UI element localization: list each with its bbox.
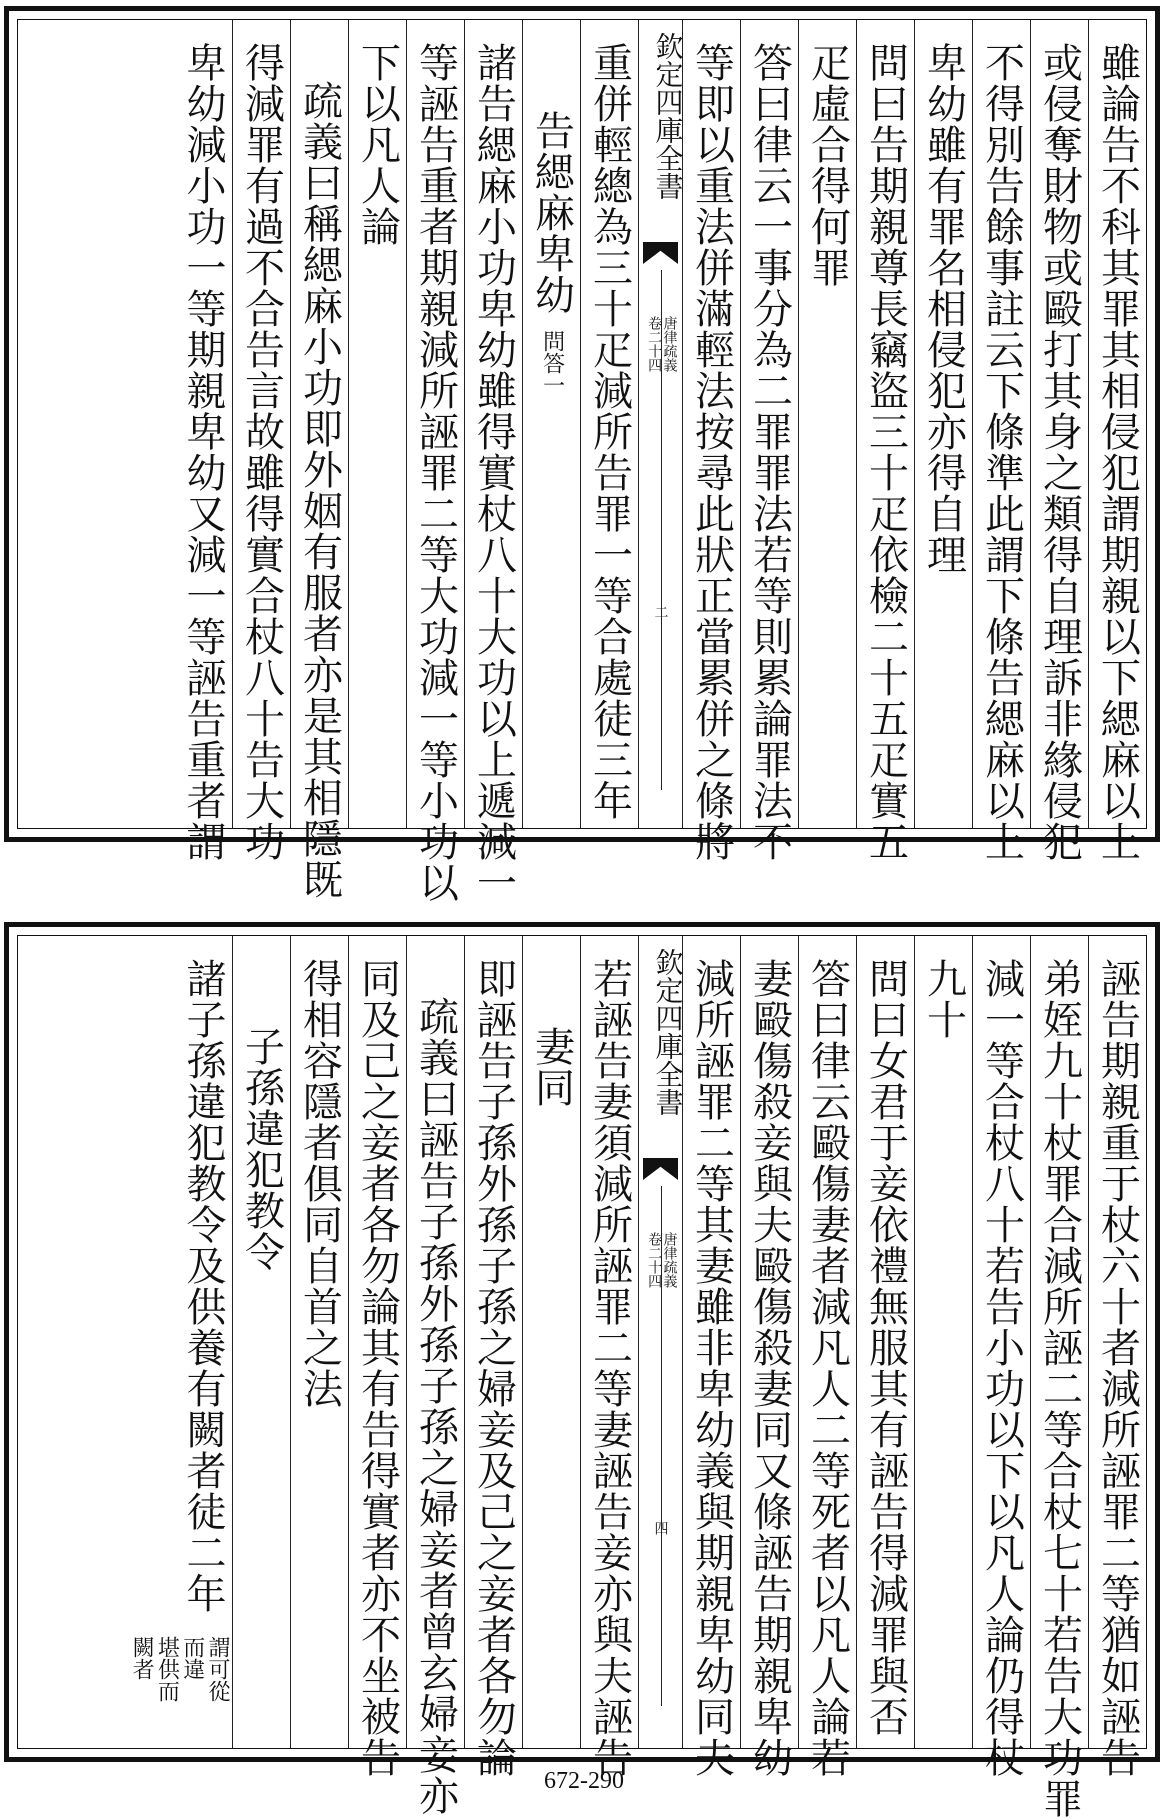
text-column [174, 20, 232, 862]
annotation: 問答一 [539, 330, 565, 396]
text-line: 問曰女君于妾依禮無服其有誣告得減罪與否 [862, 958, 909, 1737]
annotation: 謂可從而違 堪供而闕者 [129, 1636, 230, 1702]
folio-top [4, 6, 1160, 903]
text-column [348, 936, 406, 1778]
banxin-center-column [638, 20, 685, 828]
text-line: 九十 [920, 958, 967, 1040]
text-column [464, 936, 522, 1778]
text-line: 諸子孫違犯教令及供養有闕者徒二年 [180, 958, 226, 1614]
text-line: 重併輕總為三十疋減所告罪一等合處徒三年 [586, 42, 633, 821]
text-columns [18, 20, 1146, 903]
text-line: 答曰律云毆傷妻者減凡人二等死者以凡人論若 [804, 958, 851, 1778]
text-line: 減一等合杖八十若告小功以下以凡人論仍得杖 [978, 958, 1025, 1778]
text-line: 得減罪有過不合告言故雖得實合杖八十告大功 [238, 42, 285, 862]
text-line: 不得別告餘事註云下條準此謂下條告緦麻以上 [978, 42, 1025, 862]
book-title: 欽定四庫全書 [651, 948, 685, 1116]
leaf-number: 二 [652, 605, 669, 619]
text-line: 減所誣罪二等其妻雖非卑幼義與期親卑幼同夫 [688, 958, 735, 1778]
text-column [232, 20, 290, 862]
text-column [580, 20, 638, 828]
text-line: 同及己之妾者各勿論其有告得實者亦不坐被告 [354, 958, 401, 1778]
text-line: 或侵奪財物或毆打其身之類得自理訴非緣侵犯 [1036, 42, 1083, 862]
text-column [1088, 20, 1146, 862]
text-line: 下以凡人論 [354, 42, 401, 247]
text-line: 妻毆傷殺妾與夫毆傷殺妻同又條誣告期親卑幼 [746, 958, 793, 1778]
leaf-number: 四 [652, 1521, 669, 1535]
page-number: 672-290 [544, 1768, 624, 1794]
text-line: 疋虛合得何罪 [804, 42, 851, 288]
text-column [740, 20, 798, 862]
text-line: 諸告緦麻小功卑幼雖得實杖八十大功以上遞減一 [470, 42, 517, 903]
volume-label: 唐律疏義 卷二十四 [646, 1232, 678, 1288]
text-column [914, 20, 972, 828]
text-column [682, 936, 740, 1778]
text-column [290, 20, 348, 900]
text-line: 即誣告子孫外孫子孫之婦妾及己之妾者各勿論 [470, 958, 517, 1778]
text-line: 疏義曰誣告子孫外孫子孫之婦妾者曾玄婦妾亦 [412, 996, 459, 1816]
text-line: 等誣告重者期親減所誣罪二等大功減一等小功以 [412, 42, 459, 903]
text-line: 卑幼減小功一等期親卑幼又減一等誣告重者謂 [180, 42, 226, 862]
text-column [798, 20, 856, 828]
text-column [972, 936, 1030, 1778]
text-column [1088, 936, 1146, 1778]
text-line: 得相容隱者俱同自首之法 [296, 958, 343, 1409]
text-column [798, 936, 856, 1778]
text-column [740, 936, 798, 1778]
text-column [522, 20, 580, 828]
banxin-center-column [638, 936, 685, 1748]
text-line: 等即以重法併滿輕法按尋此狀正當累併之條將 [688, 42, 735, 862]
text-column [129, 936, 232, 1748]
text-column [580, 936, 638, 1778]
text-line: 若誣告妻須減所誣罪二等妻誣告妾亦與夫誣告 [586, 958, 633, 1778]
text-line: 弟姪九十杖罪合減所誣二等合杖七十若告大功罪 [1036, 958, 1083, 1819]
text-column [1030, 20, 1088, 862]
fish-tail-mark [643, 1158, 678, 1180]
text-line: 妻同 [528, 1026, 575, 1108]
volume-label: 唐律疏義 卷二十四 [646, 316, 678, 372]
text-line: 誣告期親重于杖六十者減所誣罪二等猶如誣告 [1094, 958, 1141, 1778]
text-column [682, 20, 740, 862]
text-column [914, 936, 972, 1748]
text-line: 卑幼雖有罪名相侵犯亦得自理 [920, 42, 967, 575]
fish-tail-mark [643, 242, 678, 264]
text-column [406, 936, 464, 1816]
text-column [856, 20, 914, 862]
text-line: 疏義曰稱緦麻小功即外姻有服者亦是其相隱既 [296, 80, 343, 900]
text-column [348, 20, 406, 828]
section-heading: 告緦麻卑幼 [528, 110, 575, 315]
text-column [406, 20, 464, 903]
text-column [290, 936, 348, 1748]
text-column [464, 20, 522, 903]
book-title: 欽定四庫全書 [651, 32, 685, 200]
text-column [856, 936, 914, 1748]
text-line: 問曰告期親尊長竊盜三十疋依檢二十五疋實五 [862, 42, 909, 862]
text-line: 答曰律云一事分為二罪罪法若等則累論罪法不 [746, 42, 793, 862]
folio-frame [17, 19, 1147, 903]
text-column [522, 936, 580, 1748]
text-column [1030, 936, 1088, 1819]
text-column [232, 936, 290, 1748]
section-heading: 子孫違犯教令 [238, 1026, 285, 1272]
text-column [972, 20, 1030, 862]
text-line: 雖論告不科其罪其相侵犯謂期親以下緦麻以上 [1094, 42, 1141, 862]
